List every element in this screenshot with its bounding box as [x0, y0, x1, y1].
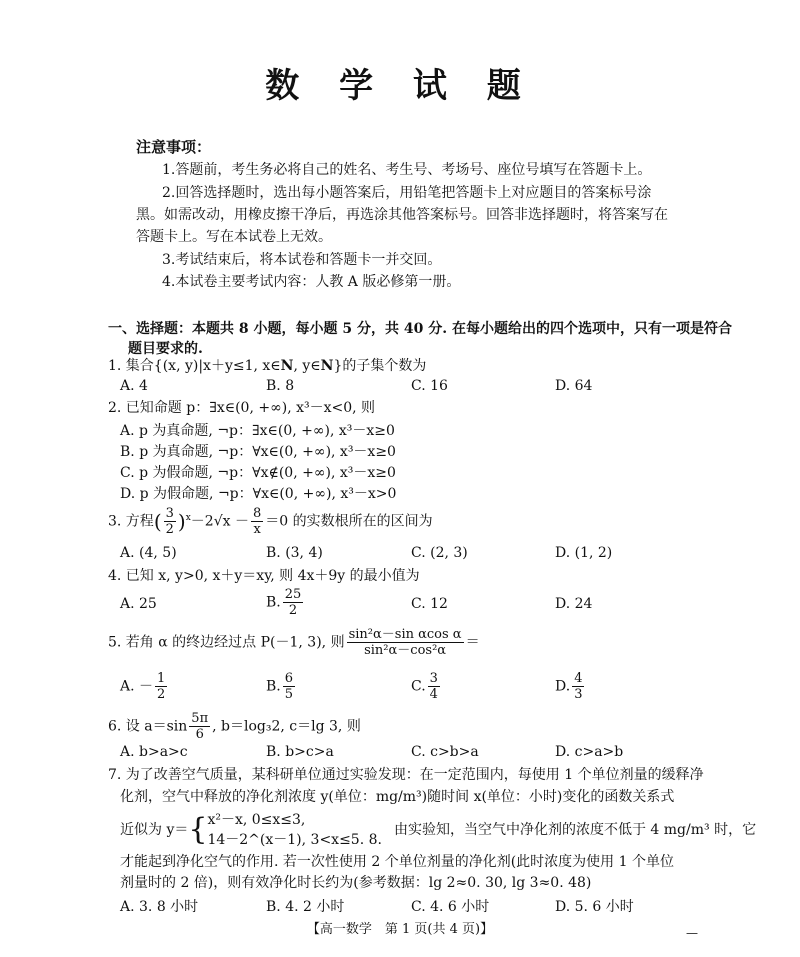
q1-option-d: D. 64 [555, 378, 593, 394]
question-7-line-2: 化剂，空气中释放的净化剂浓度 y(单位：mg/m³)随时间 x(单位：小时)变化的函数关系式 [120, 789, 675, 805]
fraction: $\frac{4}{3}$ [574, 671, 583, 702]
q4-option-c: C. 12 [411, 596, 448, 612]
question-7-line-1: 7. 为了改善空气质量，某科研单位通过实验发现：在一定范围内，每使用 1 个单位剂量的缓释净 [108, 767, 704, 783]
question-7-line-4: 才能起到净化空气的作用. 若一次性使用 2 个单位剂量的净化剂(此时浓度为使用 1 个单位 [120, 854, 674, 870]
q1-option-c: C. 16 [411, 378, 448, 394]
q3-option-a: A. (4, 5) [120, 545, 177, 561]
question-3-stem: 3. 方程( $\frac{3}{2}$ )$^x$－2√x － $\frac{8}{x}$ ＝0 的实数根所在的区间为 [108, 506, 433, 537]
notice-heading: 注意事项： [136, 138, 212, 156]
q6-option-b: B. b>c>a [266, 744, 334, 760]
notice-line-1: 1.答题前，考生务必将自己的姓名、考生号、考场号、座位号填写在答题卡上。 [162, 162, 652, 178]
q7-option-b: B. 4. 2 小时 [266, 899, 345, 915]
q4-option-d: D. 24 [555, 596, 593, 612]
q1-option-a: A. 4 [120, 378, 148, 394]
q4-option-a: A. 25 [120, 596, 157, 612]
q5-option-a: A. － $\frac{1}{2}$ [120, 671, 166, 702]
notice-line-6: 4.本试卷主要考试内容：人教 A 版必修第一册。 [162, 274, 461, 290]
q6-option-d: D. c>a>b [555, 744, 624, 760]
q2-option-d: D. p 为假命题, ¬p：∀x∈(0, +∞), x³－x>0 [120, 486, 397, 502]
q7-option-d: D. 5. 6 小时 [555, 899, 634, 915]
question-1-stem: 1. 集合{(x, y)|x＋y≤1, x∈N, y∈N}的子集个数为 [108, 358, 427, 374]
q2-option-a: A. p 为真命题, ¬p：∃x∈(0, +∞), x³－x≥0 [120, 423, 395, 439]
piecewise-brace: { [188, 812, 208, 847]
q2-option-b: B. p 为真命题, ¬p：∀x∈(0, +∞), x³－x≥0 [120, 444, 396, 460]
fraction: $\frac{\text{sin²α－sin αcos α}}{\text{sin²α－cos²α}}$ [348, 627, 462, 658]
piecewise-cases: x²－x, 0≤x≤3, 14－2^(x－1), 3<x≤5. 8. [207, 812, 382, 848]
fraction: $\frac{25}{2}$ [284, 587, 302, 618]
corner-mark: — [686, 926, 698, 940]
fraction: $\frac{8}{x}$ [252, 506, 262, 537]
question-4-stem: 4. 已知 x, y>0, x＋y＝xy, 则 4x＋9y 的最小值为 [108, 568, 420, 584]
q3-option-b: B. (3, 4) [266, 545, 323, 561]
question-7-line-5: 剂量时的 2 倍)，则有效净化时长约为(参考数据：lg 2≈0. 30, lg 3≈0. 48) [120, 875, 592, 891]
q5-option-c: C. $\frac{3}{4}$ [411, 671, 438, 702]
page-title: 数 学 试 题 [265, 66, 535, 106]
q6-option-c: C. c>b>a [411, 744, 479, 760]
q1-option-b: B. 8 [266, 378, 295, 394]
q5-option-b: B. $\frac{6}{5}$ [266, 671, 294, 702]
notice-line-3: 黑。如需改动，用橡皮擦干净后，再选涂其他答案标号。回答非选择题时，将答案写在 [136, 207, 668, 223]
section-heading-cont: 题目要求的. [128, 341, 203, 357]
question-7-line-3: 近似为 y＝{ x²－x, 0≤x≤3, 14－2^(x－1), 3<x≤5. 8. 由实验知，当空气中净化剂的浓度不低于 4 mg/m³ 时，它 [120, 812, 757, 848]
question-5-stem: 5. 若角 α 的终边经过点 P(－1, 3), 则 $\frac{\text{sin²α－sin αcos α}}{\text{sin²α－cos²α}}$ ＝ [108, 627, 480, 658]
section-heading: 一、选择题：本题共 8 小题，每小题 5 分，共 40 分. 在每小题给出的四个选项中，只有一项是符合 [108, 321, 732, 337]
notice-line-2: 2.回答选择题时，选出每小题答案后，用铅笔把答题卡上对应题目的答案标号涂 [162, 185, 652, 201]
q7-option-a: A. 3. 8 小时 [120, 899, 199, 915]
q5-option-d: D. $\frac{4}{3}$ [555, 671, 583, 702]
q3-option-d: D. (1, 2) [555, 545, 613, 561]
fraction: $\frac{5\pi}{6}$ [191, 711, 209, 742]
fraction: $\frac{1}{2}$ [157, 671, 166, 702]
question-2-stem: 2. 已知命题 p：∃x∈(0, +∞), x³－x<0, 则 [108, 400, 376, 416]
question-6-stem: 6. 设 a＝sin $\frac{5\pi}{6}$ , b＝log₃2, c＝lg 3, 则 [108, 711, 361, 742]
fraction: $\frac{6}{5}$ [284, 671, 294, 702]
fraction: $\frac{3}{2}$ [165, 506, 174, 537]
q7-option-c: C. 4. 6 小时 [411, 899, 490, 915]
q3-option-c: C. (2, 3) [411, 545, 468, 561]
page-footer: 【高一数学 第 1 页(共 4 页)】 [306, 922, 494, 937]
fraction: $\frac{3}{4}$ [429, 671, 438, 702]
q4-option-b: B. $\frac{25}{2}$ [266, 587, 302, 618]
q6-option-a: A. b>a>c [120, 744, 188, 760]
notice-line-4: 答题卡上。写在本试卷上无效。 [136, 229, 332, 245]
q2-option-c: C. p 为假命题, ¬p：∀x∉(0, +∞), x³－x≥0 [120, 465, 396, 481]
notice-line-5: 3.考试结束后，将本试卷和答题卡一并交回。 [162, 252, 442, 268]
